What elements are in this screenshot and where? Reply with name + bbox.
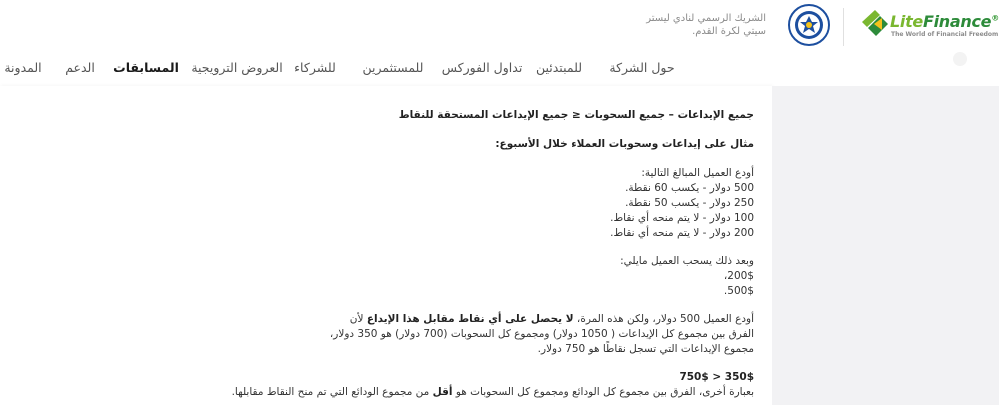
nav-promotions[interactable]: العروض الترويجية — [191, 60, 283, 75]
litefinance-logo[interactable] — [858, 4, 998, 48]
deposit-line: 500 دولار - يكسب 60 نقطة. — [625, 182, 754, 194]
explanation-line-1: أودع العميل 500 دولار، ولكن هذه المرة، لا يحصل على أي نقاط مقابل هذا الإيداع لأن — [349, 313, 754, 325]
article-body — [194, 108, 754, 400]
partner-line-1: الشريك الرسمي لنادي ليستر — [646, 13, 766, 24]
withdraw-line: 200$، — [723, 270, 754, 282]
brand-name: LiteFinance® — [890, 12, 999, 31]
nav-for-investors[interactable]: للمستثمرين — [362, 60, 424, 75]
nav-for-beginners[interactable]: للمبتدئين — [535, 60, 583, 75]
deposit-line: 250 دولار - يكسب 50 نقطة. — [625, 197, 754, 209]
nav-forex-trading[interactable]: تداول الفوركس — [441, 60, 523, 75]
official-partner-text — [560, 12, 766, 38]
comparison-line: 750$ > 350$ — [679, 371, 754, 383]
leicester-city-crest-icon — [788, 4, 830, 46]
withdraw-line: 500$. — [723, 285, 754, 297]
nav-blog[interactable]: المدونة — [4, 60, 42, 75]
header-divider — [843, 8, 844, 46]
explanation-line-2: الفرق بين مجموع كل الإيداعات ( 1050 دولار) ومجموع كل السحوبات (700 دولار) هو 350 دولار، — [329, 328, 754, 340]
deposit-line: 100 دولار - لا يتم منحه أي نقاط. — [610, 212, 754, 224]
explanation-line-3: مجموع الإيداعات التي تسجل نقاطًا هو 750 دولار. — [537, 343, 754, 355]
points-formula: جميع الإيداعات – جميع السحوبات ≤ جميع الإيداعات المستحقة للنقاط — [398, 109, 754, 121]
example-heading: مثال على إيداعات وسحوبات العملاء خلال الأسبوع: — [495, 138, 754, 150]
main-nav — [0, 54, 999, 84]
withdraw-intro: وبعد ذلك يسحب العميل مايلي: — [620, 255, 754, 267]
side-panel — [772, 86, 999, 405]
partner-line-2: سيتي لكرة القدم. — [692, 26, 766, 37]
nav-contests[interactable]: المسابقات — [113, 60, 179, 75]
brand-tagline: The World of Financial Freedom — [891, 31, 999, 38]
conclusion-line: بعبارة أخرى، الفرق بين مجموع كل الودائع ومجموع كل السحوبات هو أقل من مجموع الودائع التي تم منح النقاط مقابلها. — [231, 386, 754, 398]
deposits-intro: أودع العميل المبالغ التالية: — [641, 167, 754, 179]
nav-for-partners[interactable]: للشركاء — [294, 60, 336, 75]
nav-support[interactable]: الدعم — [65, 60, 95, 75]
litefinance-logo-icon — [860, 8, 890, 40]
nav-about-company[interactable]: حول الشركة — [609, 60, 675, 75]
deposit-line: 200 دولار - لا يتم منحه أي نقاط. — [610, 227, 754, 239]
